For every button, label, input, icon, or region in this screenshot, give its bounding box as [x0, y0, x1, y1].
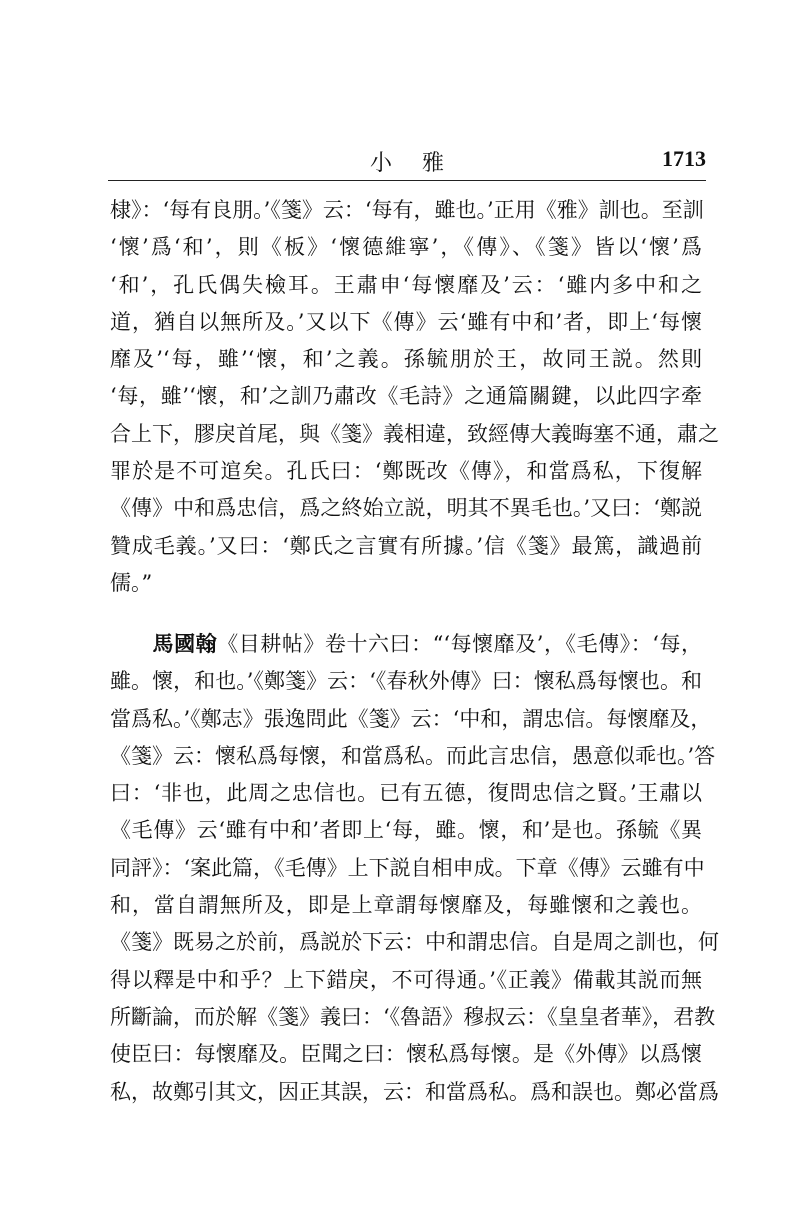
- text-line: 合上下，膠戾首尾，與《箋》義相違，致經傳大義晦塞不通，肅之: [110, 421, 719, 446]
- text-line: 當爲私。’《鄭志》張逸問此《箋》云：‘中和，謂忠信。每懷靡及，: [110, 706, 712, 731]
- text-line: 贊成毛義。’又曰：‘鄭氏之言實有所據。’信《箋》最篤，識過前: [110, 533, 702, 558]
- page-header: [108, 138, 706, 182]
- text-line-first: [110, 626, 702, 663]
- text-line: 《箋》既易之於前，爲説於下云：中和謂忠信。自是周之訓也，何: [110, 930, 719, 955]
- text-line: 雖。懷，和也。’《鄭箋》云：‘《春秋外傳》曰：懷私爲每懷也。和: [110, 669, 702, 694]
- text-line: ‘懷’爲‘和’，則《板》‘懷德維寧’，《傳》、《箋》皆以‘懷’爲: [110, 235, 702, 260]
- text-line: 使臣曰：每懷靡及。臣聞之曰：懷私爲每懷。是《外傳》以爲懷: [110, 1042, 702, 1067]
- text-line: 《毛傳》云‘雖有中和’者即上‘每，雖。懷，和’是也。孫毓《異: [110, 818, 702, 843]
- text-line: 儒。”: [110, 570, 153, 595]
- author-name: 馬國翰: [152, 632, 218, 656]
- text-line: ‘每，雖’‘懷，和’之訓乃肅改《毛詩》之通篇關鍵，以此四字牽: [110, 384, 702, 409]
- running-title: 小雅: [370, 151, 475, 176]
- text-line: 靡及’‘每，雖’‘懷，和’之義。孫毓朋於王，故同王説。然則: [110, 347, 702, 372]
- paragraph-2: [110, 626, 719, 1111]
- header-rule: [108, 180, 706, 181]
- page-number: 1713: [662, 146, 706, 171]
- text-line: 棣》：‘每有良朋。’《箋》云：‘每有，雖也。’正用《雅》訓也。至訓: [110, 198, 704, 222]
- paragraph-1: [110, 192, 719, 602]
- text-line: 所斷論，而於解《箋》義曰：‘《魯語》穆叔云：《皇皇者華》，君教: [110, 1004, 716, 1029]
- text-line: 《傳》中和爲忠信，爲之終始立説，明其不異毛也。’又曰：‘鄭説: [110, 496, 702, 521]
- text-line: 曰：‘非也，此周之忠信也。已有五德，復問忠信之賢。’王肅以: [110, 781, 702, 806]
- text-line: 《箋》云：懷私爲每懷，和當爲私。而此言忠信，愚意似乖也。’答: [110, 743, 716, 768]
- text-line: 私，故鄭引其文，因正其誤，云：和當爲私。爲和誤也。鄭必當爲: [110, 1079, 719, 1104]
- text-line: 同評》：‘案此篇，《毛傳》上下説自相申成。下章《傳》云雖有中: [110, 855, 705, 880]
- text-line: 和，當自謂無所及，即是上章謂每懷靡及，每雖懷和之義也。: [110, 893, 702, 918]
- text-line: 罪於是不可逭矣。孔氏曰：‘鄭既改《傳》，和當爲私，下復解: [110, 459, 702, 484]
- text-line: 道，猶自以無所及。’又以下《傳》云‘雖有中和’者，即上‘每懷: [110, 309, 702, 334]
- text-line-rest: 《目耕帖》卷十六曰：“‘每懷靡及’，《毛傳》：‘每，: [217, 632, 703, 656]
- text-line: ‘和’，孔氏偶失檢耳。王肅申‘每懷靡及’云：‘雖内多中和之: [110, 272, 702, 297]
- text-line: 得以釋是中和乎？上下錯戾，不可得通。’《正義》備載其説而無: [110, 967, 702, 992]
